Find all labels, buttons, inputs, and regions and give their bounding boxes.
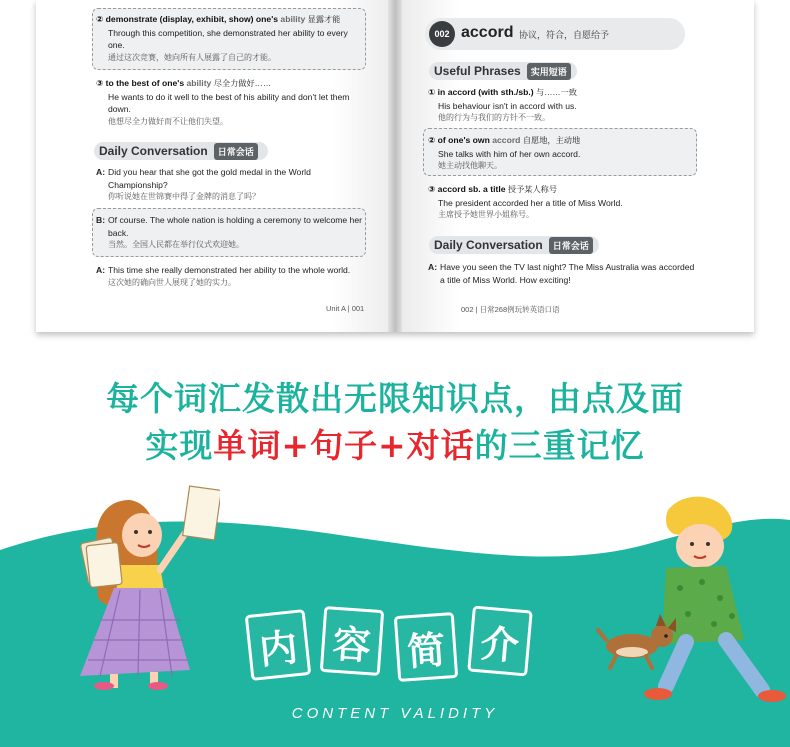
slogan-part: 的三重记忆 — [474, 426, 645, 465]
title-char: 介 — [478, 620, 521, 669]
dialogue-line-3 — [96, 264, 372, 289]
dialogue-line-1 — [428, 261, 698, 286]
phrase-example-zh: 她主动找他聊天。 — [438, 161, 502, 171]
title-card — [467, 606, 533, 677]
page-footer: 002 | 日常268例玩转英语口语 — [461, 305, 560, 314]
title-card — [245, 609, 312, 681]
phrase-example-en: His behaviour isn't in accord with us. — [438, 100, 577, 111]
book-spread — [36, 0, 754, 332]
dialogue-zh: 你听说她在世锦赛中得了金牌的消息了吗？ — [108, 192, 260, 202]
phrase-example-en: She talks with him of her own accord. — [438, 148, 581, 159]
section-tag: 日常会话 — [549, 237, 593, 254]
book-gutter — [388, 0, 402, 332]
phrase-cn-label: 尽全力做好…… — [213, 79, 272, 88]
phrase-cn-label: 自愿地，主动地 — [522, 136, 581, 145]
title-card — [320, 606, 384, 676]
phrase-head: in accord (with sth./sb.) — [437, 87, 534, 97]
phrase-entry-1 — [96, 13, 364, 64]
speaker: B: — [96, 215, 106, 225]
speaker: A: — [96, 167, 106, 177]
slogan-highlight: 单词+句子+对话 — [213, 426, 475, 465]
phrase-cn-label: 与……一致 — [536, 88, 577, 97]
phrase-keyword: ability — [186, 78, 212, 88]
title-card — [394, 612, 458, 682]
slogan-part: 实现 — [145, 426, 214, 465]
section-tag: 日常会话 — [214, 143, 258, 160]
section-title: Daily Conversation — [99, 144, 208, 158]
banner-subtitle: CONTENT VALIDITY — [291, 705, 499, 722]
phrase-head: demonstrate (display, exhibit, show) one's — [105, 14, 279, 24]
dialogue-en: Have you seen the TV last night? The Miss Australia was accorded a title of Miss World. How exciting! — [440, 262, 695, 285]
title-char: 内 — [257, 624, 300, 673]
slogan-line-2 — [0, 420, 790, 467]
dialogue-line-1 — [96, 166, 364, 204]
phrase-example-en: The president accorded her a title of Miss World. — [438, 197, 623, 208]
phrase-example-zh: 他的行为与我们的方针不一致。 — [438, 113, 550, 123]
phrase-entry-1 — [428, 86, 718, 125]
phrase-head: of one's own — [437, 135, 490, 145]
phrase-number: ③ — [96, 78, 104, 88]
dialogue-line-2 — [96, 214, 362, 252]
word-meaning: 协议，符合，自愿给予 — [519, 30, 610, 40]
phrase-head: to the best of one's — [105, 78, 185, 88]
section-tag: 实用短语 — [527, 63, 571, 80]
speaker: A: — [96, 265, 106, 275]
speaker: A: — [428, 262, 438, 272]
phrase-cn-label: 授予某人称号 — [507, 185, 558, 194]
slogan-line-1: 每个词汇发散出无限知识点，由点及面 — [106, 379, 684, 418]
dialogue-en: Of course. The whole nation is holding a ceremony to welcome her back. — [108, 215, 362, 238]
right-page — [395, 0, 754, 332]
page-footer: Unit A | 001 — [326, 304, 365, 313]
section-title: Useful Phrases — [434, 64, 521, 78]
phrase-example-en: Through this competition, she demonstrated her ability to every one. — [108, 27, 348, 51]
section-title: Daily Conversation — [434, 238, 543, 252]
dialogue-en: Did you hear that she got the gold medal in the World Championship? — [108, 167, 311, 190]
dialogue-zh: 当然。全国人民都在举行仪式欢迎她。 — [108, 240, 244, 250]
dialogue-zh: 这次她的确向世人展现了她的实力。 — [108, 277, 236, 287]
useful-phrases-label — [429, 62, 577, 80]
phrase-example-en: He wants to do it well to the best of his ability and don't let them down. — [108, 91, 350, 115]
boy-illustration-icon — [596, 490, 790, 720]
phrase-number: ② — [428, 135, 436, 145]
phrase-number: ① — [428, 87, 436, 97]
phrase-cn-label: 显露才能 — [307, 15, 341, 24]
title-char: 容 — [331, 621, 373, 668]
phrase-head: accord sb. a title — [437, 184, 506, 194]
daily-conversation-label — [429, 236, 599, 254]
left-page — [36, 0, 395, 332]
phrase-number: ② — [96, 14, 104, 24]
phrase-entry-2 — [96, 77, 364, 128]
word-number-badge: 002 — [429, 21, 455, 47]
phrase-example-zh: 他想尽全力做好而不让他们失望。 — [108, 116, 228, 126]
phrase-keyword: ability — [280, 14, 306, 24]
phrase-number: ③ — [428, 184, 436, 194]
title-char: 简 — [405, 627, 447, 674]
phrase-example-zh: 通过这次竞赛，她向所有人展露了自己的才能。 — [108, 52, 276, 62]
dialogue-en: This time she really demonstrated her ability to the whole world. — [108, 265, 351, 275]
phrase-keyword: accord — [492, 135, 521, 145]
phrase-example-zh: 主席授予她世界小姐称号。 — [438, 210, 534, 220]
phrase-entry-2 — [428, 134, 696, 173]
daily-conversation-label — [94, 142, 268, 160]
phrase-entry-3 — [428, 183, 718, 222]
girl-illustration-icon — [60, 480, 220, 690]
word-title: accord — [461, 24, 514, 41]
